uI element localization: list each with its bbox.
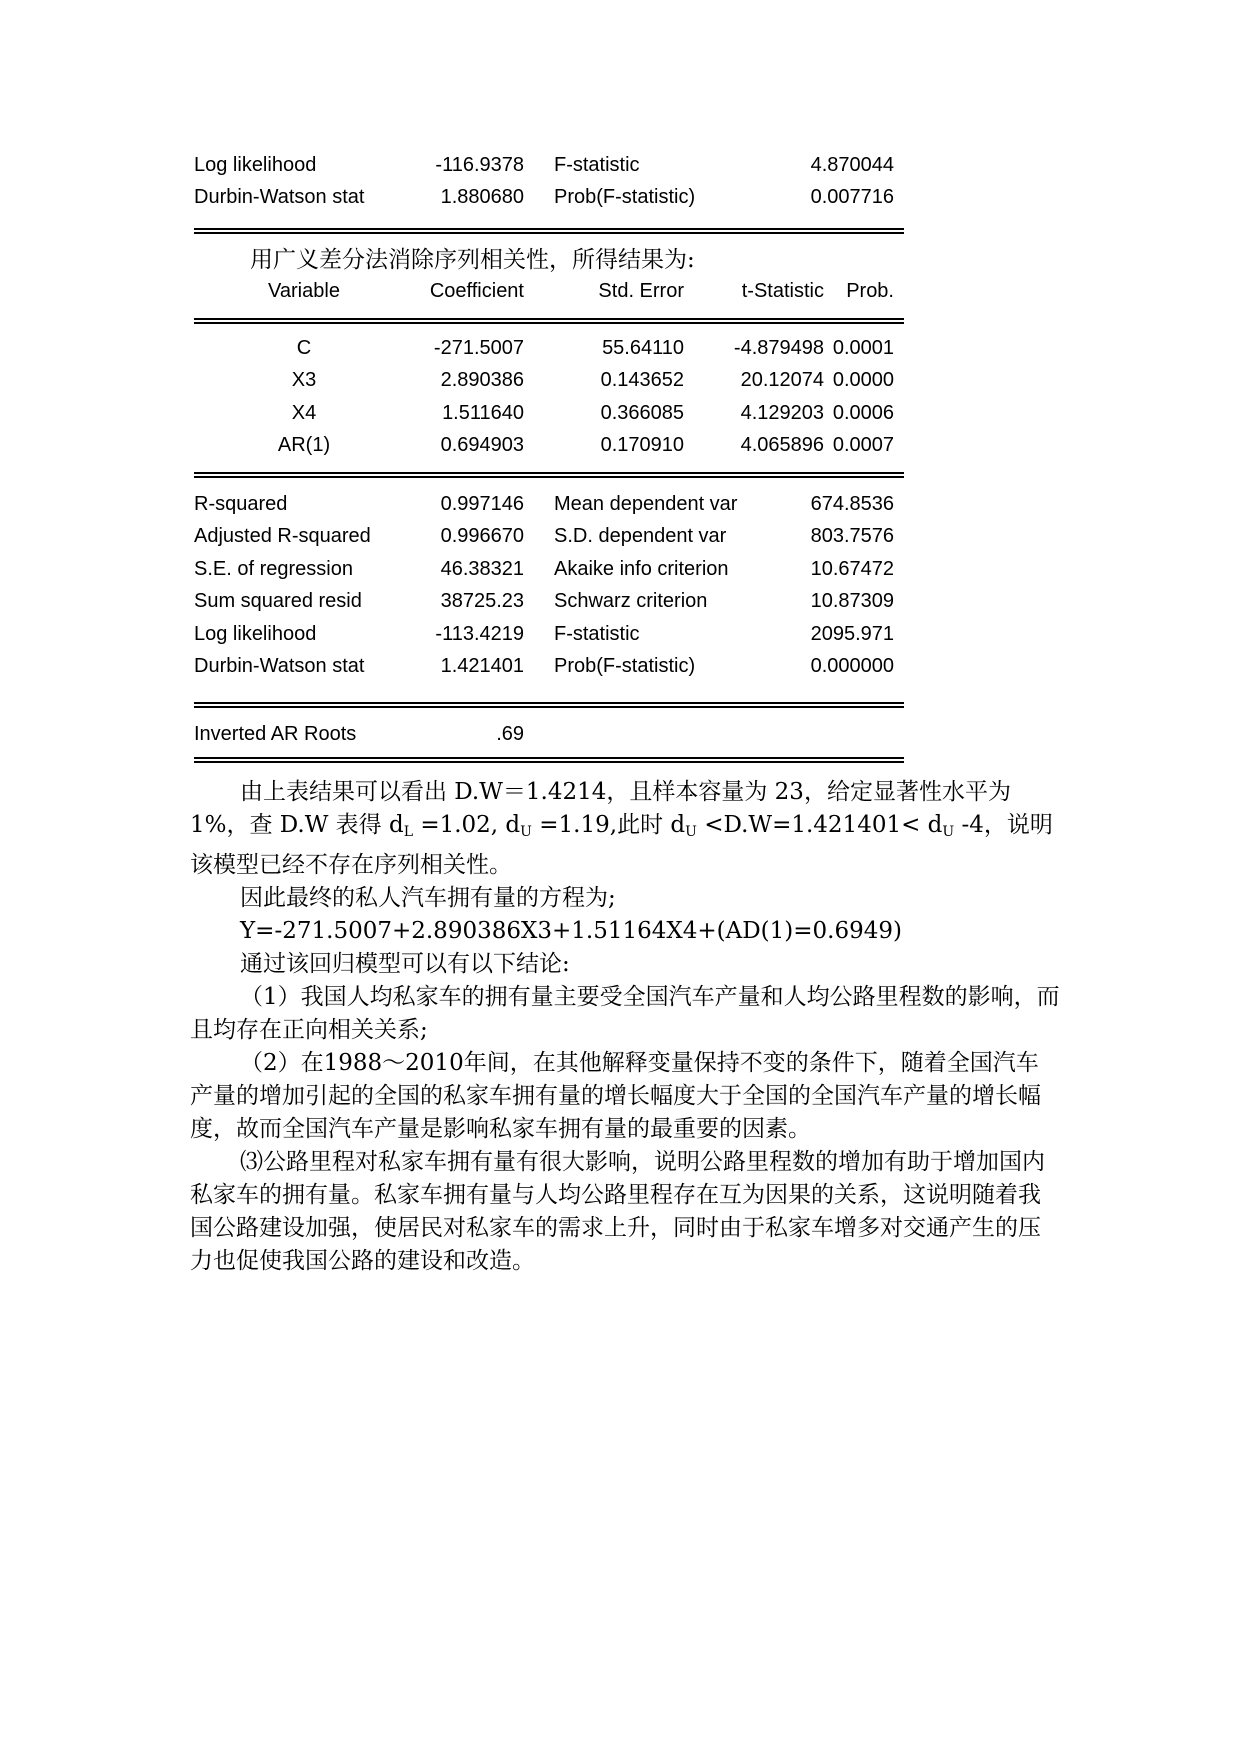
table-row bbox=[194, 398, 904, 428]
ar-roots-value: .69 bbox=[496, 723, 524, 745]
cell-t-statistic: -4.879498 bbox=[733, 337, 824, 359]
stat-value: 10.67472 bbox=[810, 558, 894, 580]
subscript: L bbox=[403, 824, 414, 840]
stat-label: F-statistic bbox=[554, 623, 640, 645]
subscript: U bbox=[685, 824, 697, 840]
stat-value: 38725.23 bbox=[440, 590, 524, 612]
cell-prob: 0.0000 bbox=[832, 369, 894, 391]
header-prob: Prob. bbox=[846, 280, 894, 302]
cell-std-error: 55.64110 bbox=[602, 337, 684, 359]
stat-label: Schwarz criterion bbox=[554, 590, 708, 612]
stat-value: -113.4219 bbox=[435, 623, 524, 645]
stat-value: 1.421401 bbox=[440, 655, 524, 677]
cell-coefficient: 2.890386 bbox=[440, 369, 524, 391]
text-span: =1.02, d bbox=[413, 812, 521, 838]
cell-std-error: 0.366085 bbox=[600, 402, 684, 424]
prev-summary-row bbox=[194, 150, 904, 180]
stat-label: S.D. dependent var bbox=[554, 525, 727, 547]
summary-row bbox=[194, 651, 904, 681]
body-text bbox=[190, 776, 1060, 1278]
summary-row bbox=[194, 521, 904, 551]
table-row bbox=[194, 333, 904, 363]
cell-std-error: 0.143652 bbox=[600, 369, 684, 391]
stat-label: Log likelihood bbox=[194, 623, 317, 645]
summary-row bbox=[194, 619, 904, 649]
summary-row bbox=[194, 554, 904, 584]
paragraph-conclusion-1: （1）我国人均私家车的拥有量主要受全国汽车产量和人均公路里程数的影响，而且均存在正向相关关系; bbox=[190, 984, 1060, 1043]
stat-value: 803.7576 bbox=[810, 525, 894, 547]
stat-label: Durbin-Watson stat bbox=[194, 655, 365, 677]
stat-value: 0.997146 bbox=[440, 493, 524, 515]
header-std-error: Std. Error bbox=[598, 280, 684, 302]
cell-t-statistic: 20.12074 bbox=[740, 369, 824, 391]
stat-value: 0.000000 bbox=[810, 655, 894, 677]
table-divider bbox=[194, 702, 904, 708]
text-span: 由上表结果可以看出 D.W＝1.4214，且样本容量为 23，给定显著性水平为 1%，查 D.W 表得 d bbox=[190, 779, 1011, 838]
paragraph-conclusion-2: （2）在1988～2010年间，在其他解释变量保持不变的条件下，随着全国汽车产量的增加引起的全国的私家车拥有量的增长幅度大于全国的全国汽车产量的增长幅度，故而全国汽车产量是影响私家车拥有量的最重要的因素。 bbox=[190, 1050, 1041, 1142]
table-row bbox=[194, 430, 904, 460]
subscript: U bbox=[520, 824, 532, 840]
stat-label: Adjusted R-squared bbox=[194, 525, 371, 547]
text-span: <D.W=1.421401< d bbox=[696, 812, 943, 838]
cell-std-error: 0.170910 bbox=[600, 434, 684, 456]
header-t-statistic: t-Statistic bbox=[741, 280, 824, 302]
stat-value: 10.87309 bbox=[810, 590, 894, 612]
summary-row bbox=[194, 489, 904, 519]
cell-variable: X4 bbox=[291, 402, 317, 424]
paragraph-equation: Y=-271.5007+2.890386X3+1.51164X4+(AD(1)=0.6949) bbox=[240, 918, 902, 944]
ar-roots-label: Inverted AR Roots bbox=[194, 723, 357, 745]
stat-label: S.E. of regression bbox=[194, 558, 353, 580]
table-divider bbox=[194, 318, 904, 324]
cell-prob: 0.0007 bbox=[832, 434, 894, 456]
prev-summary-row bbox=[194, 182, 904, 212]
paragraph-equation-intro: 因此最终的私人汽车拥有量的方程为; bbox=[240, 885, 616, 911]
paragraph-conclusion-intro: 通过该回归模型可以有以下结论: bbox=[240, 951, 570, 977]
table-row bbox=[194, 365, 904, 395]
paragraph-dw-test bbox=[190, 776, 1060, 882]
stat-value: 0.996670 bbox=[440, 525, 524, 547]
ar-roots-row bbox=[194, 719, 904, 749]
cell-variable: C bbox=[296, 337, 312, 359]
stat-label: Sum squared resid bbox=[194, 590, 362, 612]
cell-prob: 0.0001 bbox=[832, 337, 894, 359]
paragraph-conclusion-3: ⑶公路里程对私家车拥有量有很大影响，说明公路里程数的增加有助于增加国内私家车的拥有量。私家车拥有量与人均公路里程存在互为因果的关系，这说明随着我国公路建设加强，使居民对私家车的需求上升，同时由于私家车增多对交通产生的压力也促使我国公路的建设和改造。 bbox=[190, 1149, 1045, 1274]
table-header bbox=[194, 276, 904, 306]
stat-label: Prob(F-statistic) bbox=[554, 186, 696, 208]
header-coefficient: Coefficient bbox=[429, 280, 524, 302]
cell-prob: 0.0006 bbox=[832, 402, 894, 424]
stat-label: R-squared bbox=[194, 493, 288, 515]
summary-row bbox=[194, 586, 904, 616]
stat-value: 2095.971 bbox=[810, 623, 894, 645]
cell-coefficient: 1.511640 bbox=[442, 402, 524, 424]
text-span: -4，说明该模型已经不存在序列相关性。 bbox=[190, 812, 1053, 878]
stat-label: Akaike info criterion bbox=[554, 558, 729, 580]
stat-value: 0.007716 bbox=[810, 186, 894, 208]
subscript: U bbox=[942, 824, 955, 840]
stat-label: Prob(F-statistic) bbox=[554, 655, 696, 677]
stat-value: 674.8536 bbox=[810, 493, 894, 515]
stat-value: -116.9378 bbox=[435, 154, 524, 176]
stat-label: Durbin-Watson stat bbox=[194, 186, 365, 208]
table-divider bbox=[194, 757, 904, 763]
cell-variable: AR(1) bbox=[277, 434, 331, 456]
stat-value: 4.870044 bbox=[810, 154, 894, 176]
cell-variable: X3 bbox=[291, 369, 317, 391]
stat-label: Log likelihood bbox=[194, 154, 317, 176]
stat-value: 46.38321 bbox=[440, 558, 524, 580]
cell-t-statistic: 4.129203 bbox=[740, 402, 824, 424]
stat-label: F-statistic bbox=[554, 154, 640, 176]
table-divider bbox=[194, 228, 904, 234]
stat-value: 1.880680 bbox=[440, 186, 524, 208]
cell-t-statistic: 4.065896 bbox=[740, 434, 824, 456]
text-span: =1.19,此时 d bbox=[531, 812, 686, 838]
cell-coefficient: -271.5007 bbox=[433, 337, 524, 359]
table-divider bbox=[194, 472, 904, 478]
stat-label: Mean dependent var bbox=[554, 493, 738, 515]
table-caption: 用广义差分法消除序列相关性，所得结果为: bbox=[250, 247, 695, 273]
cell-coefficient: 0.694903 bbox=[440, 434, 524, 456]
header-variable: Variable bbox=[268, 280, 340, 302]
